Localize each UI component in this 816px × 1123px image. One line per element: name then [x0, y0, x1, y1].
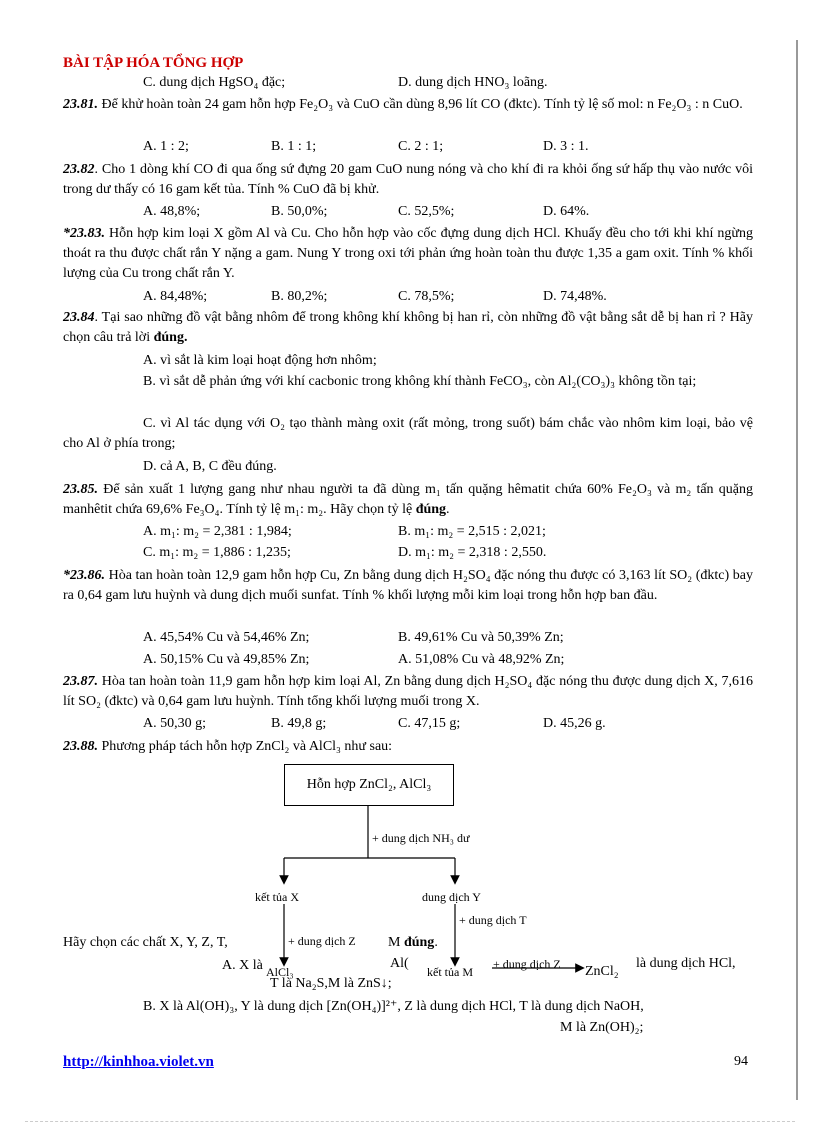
question-23-87: 23.87. Hòa tan hoàn toàn 11,9 gam hỗn hợp kim loại Al, Zn bằng dung dịch H₂SO₄ đặc nóng thu được dung dịch X, 7,616 lít SO₂ (đktc) và 0,64 gam lưu huỳnh. Tính tổng khối lượng muối trong X.	[63, 674, 753, 709]
answer-b-m: M là Zn(OH)₂;	[560, 1020, 644, 1035]
arrow-label-t: + dung dịch T	[459, 913, 527, 927]
page-edge-shadow	[796, 40, 798, 1100]
option: D. 64%.	[543, 204, 590, 219]
option: A. 84,48%;	[143, 289, 208, 304]
alcl3-fragment: AlCl₃	[266, 965, 294, 979]
question-23-86: *23.86. Hòa tan hoàn toàn 12,9 gam hỗn hợp Cu, Zn bằng dung dịch H₂SO₄ đặc nóng thu được có 3,163 lít SO₂ (đktc) bay ra 0,64 gam lưu huỳnh và dung dịch muối sunfat. Tính % khối lượng mỗi kim loại trong hỗn hợp ban đầu.	[63, 568, 753, 603]
option: A. 51,08% Cu và 48,92% Zn;	[398, 652, 565, 667]
option: D. 74,48%.	[543, 289, 607, 304]
precipitate-x: kết tủa X	[255, 890, 299, 904]
option: B. 50,0%;	[271, 204, 328, 219]
answer-b: B. X là Al(OH)₃, Y là dung dịch [Zn(OH₄)]²⁺, Z là dung dịch HCl, T là dung dịch NaOH,	[143, 999, 644, 1014]
option: A. 48,8%;	[143, 204, 201, 219]
option: A. 50,30 g;	[143, 716, 206, 731]
option: B. 49,8 g;	[271, 716, 327, 731]
option-c: C. dung dịch HgSO₄ đặc;	[143, 75, 286, 90]
question-23-84: 23.84. Tại sao những đồ vật bằng nhôm để trong không khí không bị han rỉ, còn những đồ vật bằng sắt dễ bị han rỉ ? Hãy chọn câu trả lời đúng.	[63, 310, 753, 345]
arrow-label-z: + dung dịch Z	[288, 934, 356, 948]
option: D. 45,26 g.	[543, 716, 606, 731]
question-23-88: 23.88. Phương pháp tách hỗn hợp ZnCl₂ và AlCl₃ như sau:	[63, 739, 393, 754]
option: B. 49,61% Cu và 50,39% Zn;	[398, 630, 564, 645]
hcl-text: là dung dịch HCl,	[636, 956, 736, 971]
option: D. 3 : 1.	[543, 139, 589, 154]
mixture-box: Hỗn hợp ZnCl₂, AlCl₃	[284, 764, 454, 806]
m-correct: M đúng.	[388, 935, 438, 950]
option-long: D. cả A, B, C đều đúng.	[143, 459, 277, 474]
option-long: C. vì Al tác dụng với O₂ tạo thành màng oxit (rất mỏng, trong suốt) bám chắc vào nhôm kim loại, bảo vệ cho Al ở phía trong;	[63, 416, 753, 451]
arrow-label-nh3: + dung dịch NH₃ dư	[372, 831, 470, 845]
page-title: BÀI TẬP HÓA TỔNG HỢP	[63, 55, 244, 71]
option: A. 1 : 2;	[143, 139, 189, 154]
al-fragment: Al(	[390, 956, 409, 971]
option-long: B. vì sắt dễ phản ứng với khí cacbonic trong không khí thành FeCO₃, còn Al₂(CO₃)₃ không tồn tại;	[143, 374, 697, 389]
question-23-82: 23.82. Cho 1 dòng khí CO đi qua ống sứ đựng 20 gam CuO nung nóng và cho khí đi ra khỏi ống sứ hấp thụ vào nước vôi trong dư thấy có 16 gam kết tủa. Tính % CuO đã bị khử.	[63, 162, 753, 197]
option: A. m₁: m₂ = 2,381 : 1,984;	[143, 524, 292, 539]
option-d: D. dung dịch HNO₃ loãng.	[398, 75, 548, 90]
option: B. m₁: m₂ = 2,515 : 2,021;	[398, 524, 546, 539]
option: B. 80,2%;	[271, 289, 328, 304]
question-23-81: 23.81. Để khử hoàn toàn 24 gam hỗn hợp Fe₂O₃ và CuO cần dùng 8,96 lít CO (đktc). Tính tỷ lệ số mol: n Fe₂O₃ : n CuO.	[63, 97, 743, 112]
answer-a-t: T là Na₂S,M là ZnS↓;	[270, 976, 392, 991]
question-23-85: 23.85. Để sản xuất 1 lượng gang như nhau người ta đã dùng m₁ tấn quặng hêmatit chứa 60% Fe₂O₃ và m₂ tấn quặng manhêtit chứa 69,6% Fe₃O₄. Tính tỷ lệ m₁: m₂. Hãy chọn tỷ lệ đúng.	[63, 482, 753, 517]
page-number: 94	[734, 1054, 748, 1069]
option-long: A. vì sắt là kim loại hoạt động hơn nhôm;	[143, 353, 377, 368]
precipitate-m: kết tủa M	[427, 965, 473, 979]
option: C. 47,15 g;	[398, 716, 461, 731]
option: A. 50,15% Cu và 49,85% Zn;	[143, 652, 310, 667]
choose-text: Hãy chọn các chất X, Y, Z, T,	[63, 935, 228, 950]
page-bottom-divider	[25, 1121, 795, 1122]
arrow-label-z2: + dung dịch Z	[493, 957, 561, 971]
option: C. 78,5%;	[398, 289, 455, 304]
option: D. m₁: m₂ = 2,318 : 2,550.	[398, 545, 547, 560]
zncl2-product: ZnCl₂	[585, 964, 619, 979]
answer-a-start: A. X là	[222, 958, 263, 973]
option: C. m₁: m₂ = 1,886 : 1,235;	[143, 545, 291, 560]
option: C. 2 : 1;	[398, 139, 444, 154]
solution-y: dung dịch Y	[422, 890, 481, 904]
footer-link[interactable]: http://kinhhoa.violet.vn	[63, 1054, 214, 1070]
question-23-83: *23.83. Hỗn hợp kim loại X gồm Al và Cu. Cho hỗn hợp vào cốc đựng dung dịch HCl. Khuấy đều cho tới khi khí ngừng thoát ra thu được chất rắn Y nặng a gam. Nung Y trong oxi tới phản ứng hoàn toàn thu được 1,35 a gam oxit. Tính % khối lượng của Cu trong chất rắn Y.	[63, 226, 753, 281]
option: A. 45,54% Cu và 54,46% Zn;	[143, 630, 310, 645]
option: C. 52,5%;	[398, 204, 455, 219]
option: B. 1 : 1;	[271, 139, 317, 154]
